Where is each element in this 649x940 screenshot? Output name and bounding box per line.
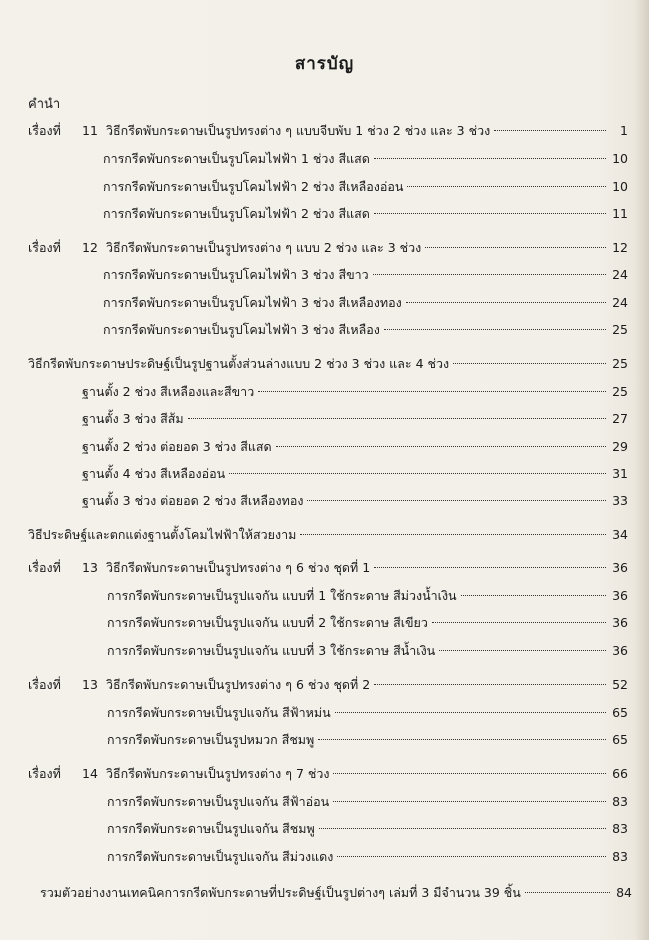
entry-title: วิธีประดิษฐ์และตกแต่งฐานตั้งโคมไฟฟ้าให้สวยงาม (28, 527, 297, 542)
dot-leader (494, 130, 606, 131)
page-number: 83 (612, 821, 628, 836)
dot-leader (439, 650, 606, 651)
entry-title: การกรีดพับกระดาษเป็นรูปแจกัน แบบที่ 3 ใช้กระดาษ สีน้ำเงิน (107, 643, 436, 658)
dot-leader (384, 329, 606, 330)
entry-title: การกรีดพับกระดาษเป็นรูปแจกัน สีชมพู (107, 821, 315, 836)
entry-title: การกรีดพับกระดาษเป็นรูปโคมไฟฟ้า 3 ช่วง สีเหลือง (103, 322, 380, 337)
dot-leader (319, 828, 606, 829)
toc-entry[interactable] (107, 642, 628, 660)
toc-entry[interactable] (82, 438, 628, 456)
toc-entry[interactable] (28, 122, 628, 140)
dot-leader (453, 363, 606, 364)
chapter-number: 12 (82, 240, 98, 255)
toc-entry[interactable] (103, 294, 628, 312)
page-number: 65 (612, 732, 628, 747)
dot-leader (229, 473, 606, 474)
entry-title: การกรีดพับกระดาษเป็นรูปโคมไฟฟ้า 1 ช่วง สีแสด (103, 151, 370, 166)
toc-entry[interactable] (107, 820, 628, 838)
chapter-word: เรื่องที่ (28, 766, 61, 781)
dot-leader (461, 595, 606, 596)
dot-leader (335, 712, 606, 713)
entry-title: ฐานตั้ง 2 ช่วง สีเหลืองและสีขาว (82, 384, 255, 399)
page-number: 12 (612, 240, 628, 255)
toc-entry[interactable] (107, 587, 628, 605)
toc-entry[interactable] (107, 614, 628, 632)
dot-leader (276, 446, 606, 447)
entry-title: การกรีดพับกระดาษเป็นรูปโคมไฟฟ้า 3 ช่วง สีเหลืองทอง (103, 295, 402, 310)
entry-title: ฐานตั้ง 4 ช่วง สีเหลืองอ่อน (82, 466, 226, 481)
entry-title: การกรีดพับกระดาษเป็นรูปแจกัน แบบที่ 1 ใช้กระดาษ สีม่วงน้ำเงิน (107, 588, 457, 603)
toc-entry[interactable] (28, 676, 628, 694)
page-title: สารบัญ (294, 54, 355, 74)
entry-title: ฐานตั้ง 3 ช่วง สีส้ม (82, 411, 184, 426)
toc-entry[interactable] (40, 884, 632, 902)
page-number: 11 (612, 206, 628, 221)
toc-entry[interactable] (103, 178, 628, 196)
chapter-word: เรื่องที่ (28, 240, 61, 255)
page-number: 52 (612, 677, 628, 692)
page-number: 25 (612, 356, 628, 371)
dot-leader (373, 274, 606, 275)
page-number: 29 (612, 439, 628, 454)
entry-title: การกรีดพับกระดาษเป็นรูปแจกัน สีฟ้าอ่อน (107, 794, 330, 809)
chapter-word: เรื่องที่ (28, 677, 61, 692)
toc-entry[interactable] (28, 765, 628, 783)
entry-title: รวมตัวอย่างงานเทคนิคการกรีดพับกระดาษที่ประดิษฐ์เป็นรูปต่างๆ เล่มที่ 3 มีจำนวน 39 ชิ้น (40, 885, 521, 900)
page-number: 25 (612, 384, 628, 399)
page-number: 65 (612, 705, 628, 720)
toc-entry[interactable] (82, 383, 628, 401)
dot-leader (374, 567, 606, 568)
page-number: 36 (612, 588, 628, 603)
entry-title: ฐานตั้ง 3 ช่วง ต่อยอด 2 ช่วง สีเหลืองทอง (82, 493, 304, 508)
toc-entry[interactable] (107, 793, 628, 811)
toc-entry[interactable] (82, 492, 628, 510)
dot-leader (188, 418, 606, 419)
chapter-word: เรื่องที่ (28, 560, 61, 575)
dot-leader (425, 247, 606, 248)
entry-title: วิธีกรีดพับกระดาษเป็นรูปทรงต่าง ๆ 6 ช่วง ชุดที่ 2 (105, 677, 371, 692)
chapter-word: เรื่องที่ (28, 123, 61, 138)
page-number: 33 (612, 493, 628, 508)
page-number: 34 (612, 527, 628, 542)
page-number: 25 (612, 322, 628, 337)
page-number: 27 (612, 411, 628, 426)
dot-leader (337, 856, 606, 857)
dot-leader (374, 213, 606, 214)
toc-entry[interactable] (107, 704, 628, 722)
page-number: 66 (612, 766, 628, 781)
dot-leader (374, 684, 606, 685)
toc-entry[interactable] (82, 410, 628, 428)
entry-title: การกรีดพับกระดาษเป็นรูปแจกัน สีฟ้าหม่น (107, 705, 331, 720)
entry-title: การกรีดพับกระดาษเป็นรูปแจกัน สีม่วงแดง (107, 849, 334, 864)
dot-leader (333, 773, 606, 774)
entry-title: การกรีดพับกระดาษเป็นรูปโคมไฟฟ้า 2 ช่วง สีแสด (103, 206, 370, 221)
page-number: 36 (612, 615, 628, 630)
page-number: 24 (612, 295, 628, 310)
page-number: 36 (612, 560, 628, 575)
dot-leader (258, 391, 606, 392)
page-number: 1 (620, 123, 628, 138)
dot-leader (406, 302, 606, 303)
toc-entry[interactable] (103, 205, 628, 223)
page-number: 84 (616, 885, 632, 900)
entry-title: การกรีดพับกระดาษเป็นรูปแจกัน แบบที่ 2 ใช้กระดาษ สีเขียว (107, 615, 428, 630)
dot-leader (318, 739, 606, 740)
entry-title: วิธีกรีดพับกระดาษประดิษฐ์เป็นรูปฐานตั้งส่วนล่างแบบ 2 ช่วง 3 ช่วง และ 4 ช่วง (28, 356, 450, 371)
entry-title: วิธีกรีดพับกระดาษเป็นรูปทรงต่าง ๆ 6 ช่วง ชุดที่ 1 (105, 560, 371, 575)
toc-entry[interactable] (82, 465, 628, 483)
entry-title: การกรีดพับกระดาษเป็นรูปโคมไฟฟ้า 2 ช่วง สีเหลืองอ่อน (103, 179, 404, 194)
toc-entry[interactable] (103, 266, 628, 284)
dot-leader (432, 622, 606, 623)
page-number: 10 (612, 179, 628, 194)
toc-entry[interactable] (107, 731, 628, 749)
dot-leader (525, 892, 610, 893)
page-number: 36 (612, 643, 628, 658)
dot-leader (307, 500, 606, 501)
toc-entry[interactable] (28, 526, 628, 544)
preface-label: คำนำ (28, 97, 61, 112)
toc-entry[interactable] (28, 355, 628, 373)
chapter-number: 14 (82, 766, 98, 781)
page-number: 83 (612, 849, 628, 864)
chapter-number: 13 (82, 677, 98, 692)
toc-entry[interactable] (28, 239, 628, 257)
chapter-number: 13 (82, 560, 98, 575)
chapter-number: 11 (82, 123, 98, 138)
dot-leader (374, 158, 606, 159)
dot-leader (300, 534, 606, 535)
entry-title: วิธีกรีดพับกระดาษเป็นรูปทรงต่าง ๆ แบบจีบพับ 1 ช่วง 2 ช่วง และ 3 ช่วง (105, 123, 491, 138)
entry-title: การกรีดพับกระดาษเป็นรูปโคมไฟฟ้า 3 ช่วง สีขาว (103, 267, 369, 282)
dot-leader (407, 186, 606, 187)
entry-title: การกรีดพับกระดาษเป็นรูปหมวก สีชมพู (107, 732, 315, 747)
page-number: 31 (612, 466, 628, 481)
toc-entry[interactable] (28, 559, 628, 577)
page-number: 10 (612, 151, 628, 166)
toc-entry[interactable] (103, 150, 628, 168)
dot-leader (333, 801, 606, 802)
toc-entry[interactable] (103, 321, 628, 339)
entry-title: ฐานตั้ง 2 ช่วง ต่อยอด 3 ช่วง สีแสด (82, 439, 272, 454)
page-number: 83 (612, 794, 628, 809)
toc-entry[interactable] (107, 848, 628, 866)
entry-title: วิธีกรีดพับกระดาษเป็นรูปทรงต่าง ๆ 7 ช่วง (105, 766, 330, 781)
page-number: 24 (612, 267, 628, 282)
entry-title: วิธีกรีดพับกระดาษเป็นรูปทรงต่าง ๆ แบบ 2 ช่วง และ 3 ช่วง (105, 240, 422, 255)
